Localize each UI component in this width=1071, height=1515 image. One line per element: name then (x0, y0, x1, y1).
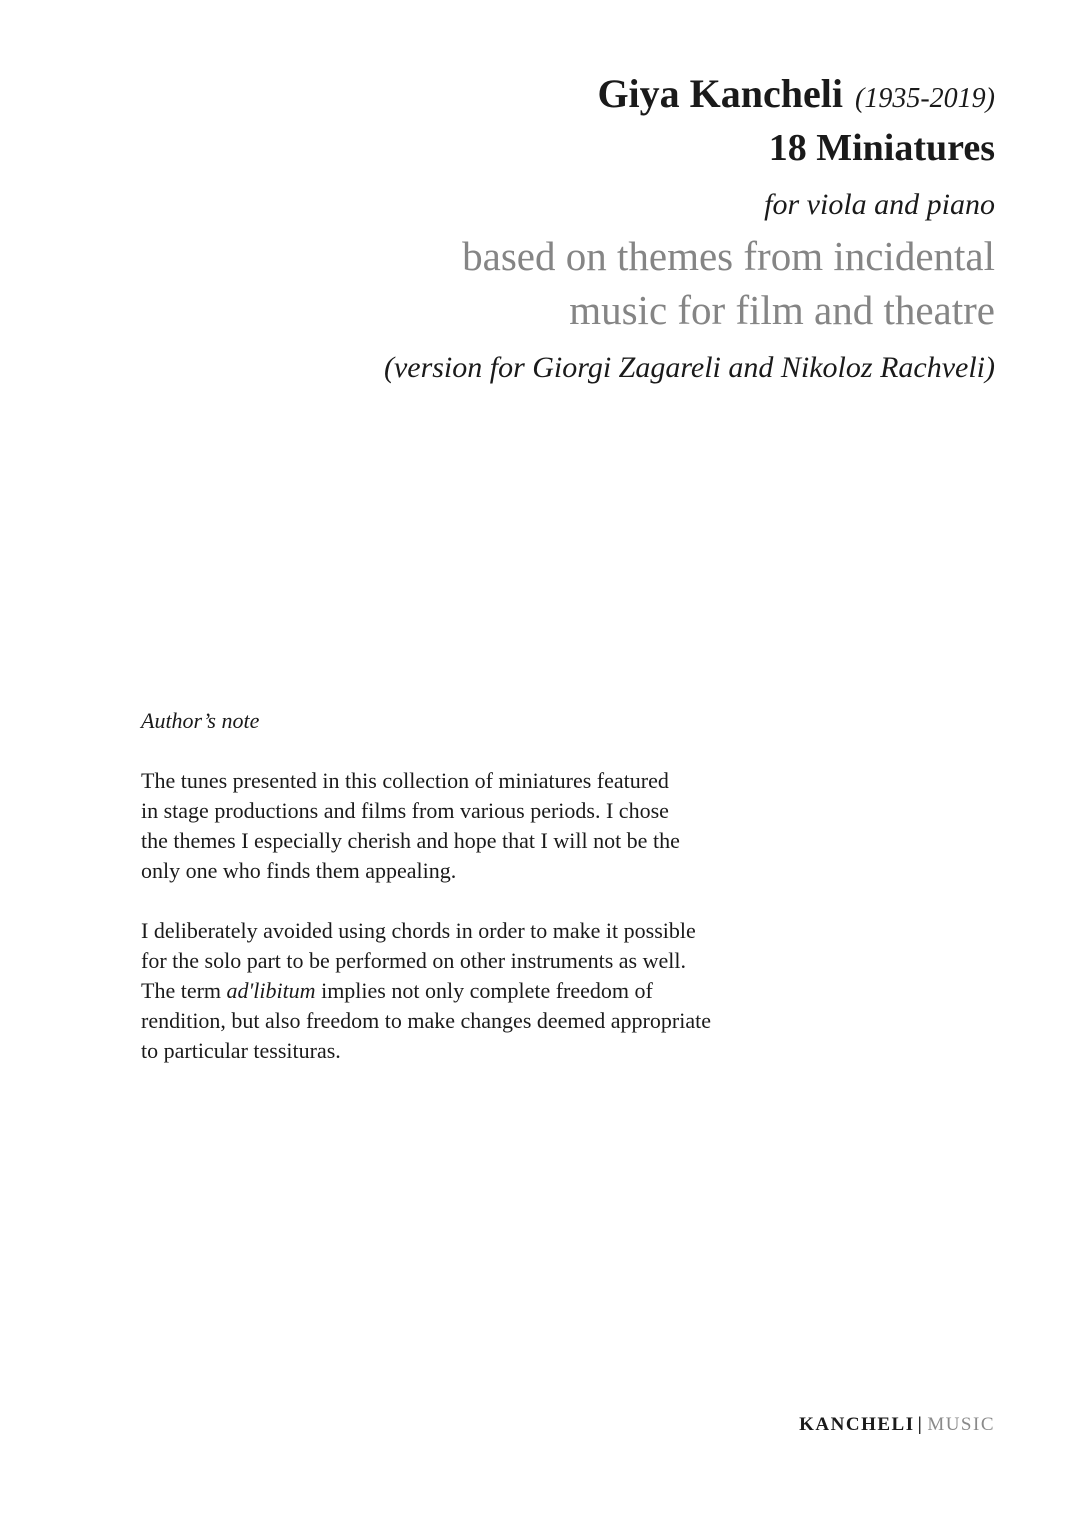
subtitle-line-2: music for film and theatre (569, 287, 995, 333)
paragraph-line: to particular tessituras. (141, 1038, 341, 1063)
term-suffix: implies not only complete freedom of (315, 978, 653, 1003)
author-note-paragraph-2 (141, 916, 821, 1066)
composer-line (597, 70, 995, 123)
publisher-name: KANCHELI (799, 1414, 915, 1435)
paragraph-line (141, 976, 821, 1006)
paragraph-line: for the solo part to be performed on other instruments as well. (141, 948, 686, 973)
logo-divider: | (917, 1414, 924, 1435)
term-prefix: The term (141, 978, 227, 1003)
version-note: (version for Giorgi Zagareli and Nikoloz Rachveli) (383, 351, 995, 384)
paragraph-line: The tunes presented in this collection of miniatures featured (141, 768, 669, 793)
paragraph-line: only one who finds them appealing. (141, 858, 457, 883)
subtitle-line-1: based on themes from incidental (462, 233, 995, 279)
author-note (141, 706, 821, 1096)
author-note-heading: Author’s note (141, 708, 260, 733)
ad-libitum-term: ad'libitum (226, 978, 316, 1003)
paragraph-line: the themes I especially cherish and hope that I will not be the (141, 828, 680, 853)
author-note-paragraph-1 (141, 766, 821, 886)
work-title: 18 Miniatures (768, 127, 995, 169)
paragraph-line: in stage productions and films from various periods. I chose (141, 798, 669, 823)
composer-name: Giya Kancheli (597, 71, 844, 116)
composer-dates: (1935-2019) (855, 83, 995, 114)
paragraph-line: rendition, but also freedom to make changes deemed appropriate (141, 1008, 711, 1033)
publisher-logo (799, 1414, 995, 1436)
paragraph-line: I deliberately avoided using chords in order to make it possible (141, 918, 696, 943)
instrumentation: for viola and piano (764, 188, 995, 221)
publisher-division: MUSIC (927, 1414, 995, 1435)
